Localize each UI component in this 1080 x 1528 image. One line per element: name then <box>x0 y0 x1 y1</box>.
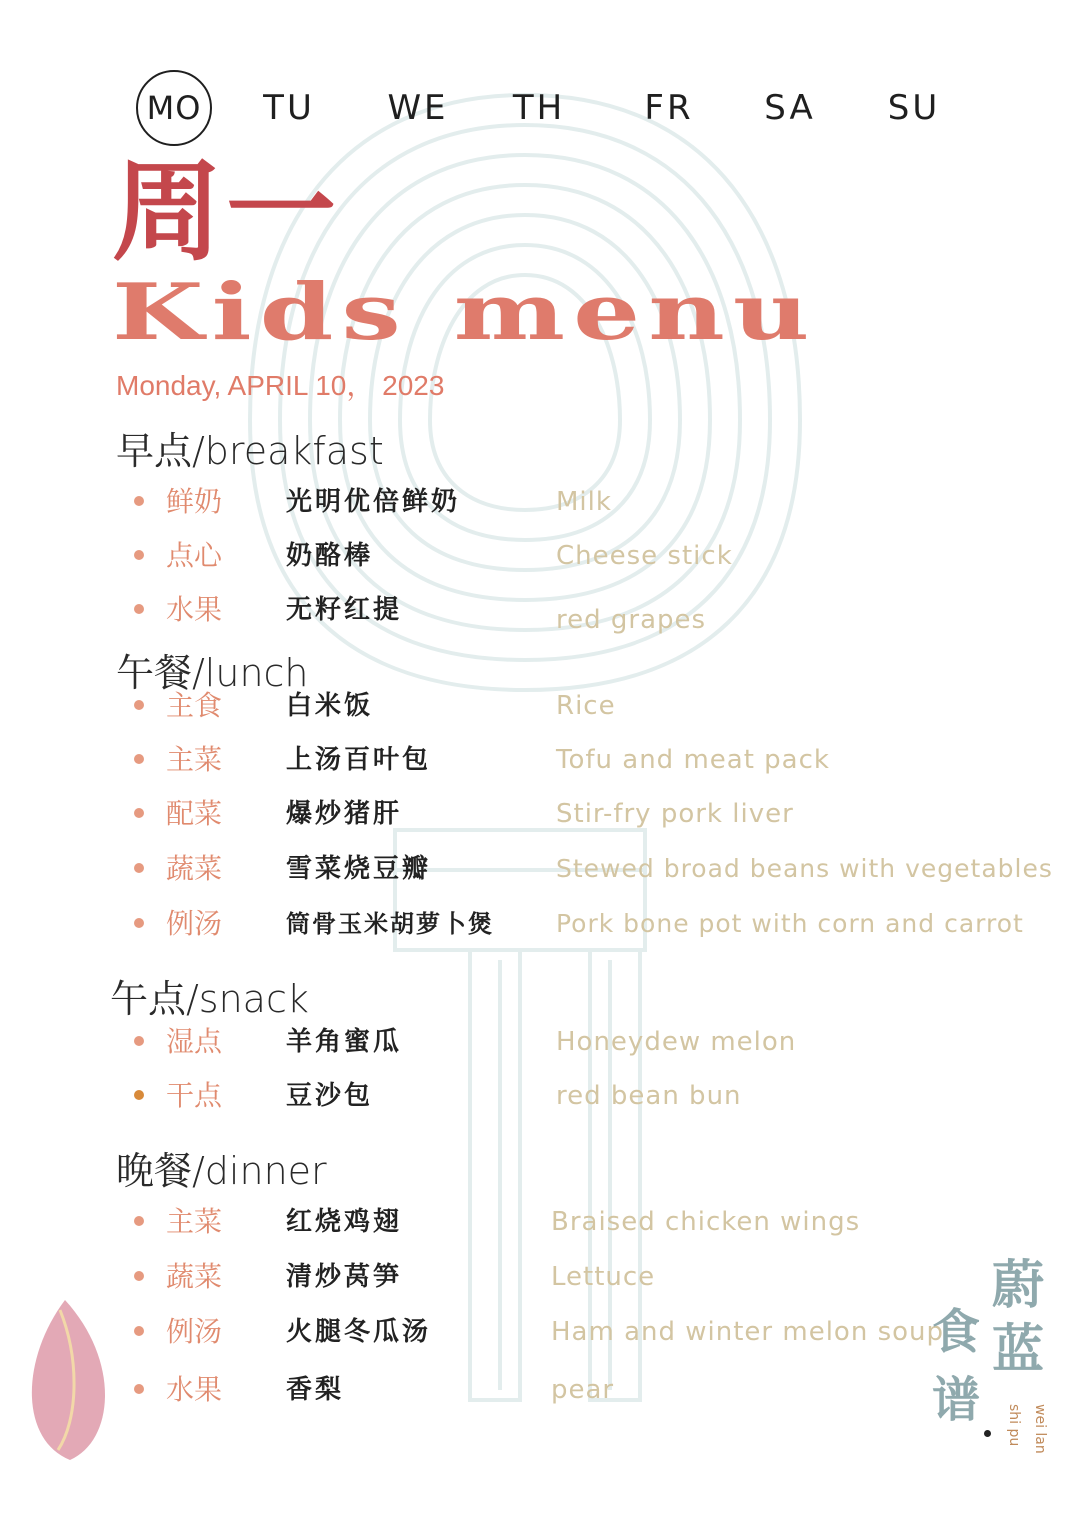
menu-category: 水果 <box>166 1373 223 1406</box>
menu-category: 例汤 <box>166 1315 223 1348</box>
logo-char: 食 <box>932 1304 981 1360</box>
menu-row <box>0 480 1080 524</box>
menu-category: 配菜 <box>166 797 223 830</box>
dish-name: 无籽红提 <box>286 595 403 625</box>
day-sa[interactable]: SA <box>764 88 816 128</box>
dish-name: 清炒莴笋 <box>286 1262 403 1292</box>
dish-english: Ham and winter melon soup <box>551 1317 944 1347</box>
dish-english: Lettuce <box>551 1262 656 1292</box>
menu-row <box>0 847 1080 891</box>
bullet-dot <box>134 808 144 818</box>
dish-name: 光明优倍鲜奶 <box>286 487 461 517</box>
weekday-bar <box>0 70 1080 146</box>
logo-dot <box>984 1430 991 1437</box>
bullet-dot <box>134 700 144 710</box>
menu-row <box>0 1255 1080 1299</box>
dish-english: Milk <box>556 487 612 517</box>
bullet-dot <box>134 918 144 928</box>
dish-name: 红烧鸡翅 <box>286 1207 403 1237</box>
day-we[interactable]: WE <box>387 88 449 128</box>
menu-category: 鲜奶 <box>166 485 223 518</box>
menu-category: 蔬菜 <box>166 1260 223 1293</box>
dish-english: pear <box>551 1375 615 1405</box>
dish-english: Honeydew melon <box>556 1027 797 1057</box>
title-chinese: 周一 <box>112 148 340 276</box>
bullet-dot <box>134 1384 144 1394</box>
day-mo[interactable]: MO <box>136 70 212 146</box>
dish-english: Tofu and meat pack <box>556 745 830 775</box>
bullet-dot <box>134 604 144 614</box>
bullet-dot <box>134 1090 144 1100</box>
bullet-dot <box>134 550 144 560</box>
dish-name: 爆炒猪肝 <box>286 799 403 829</box>
day-fr[interactable]: FR <box>644 88 694 128</box>
day-su[interactable]: SU <box>887 88 941 128</box>
menu-row <box>0 1368 1080 1412</box>
dish-english: Stir-fry pork liver <box>556 799 794 829</box>
dish-english: Stewed broad beans with vegetables <box>556 854 1053 883</box>
bullet-dot <box>134 1036 144 1046</box>
dish-english: red grapes <box>556 605 707 635</box>
dish-name: 奶酪棒 <box>286 541 374 571</box>
menu-row <box>0 902 1080 946</box>
bullet-dot <box>134 754 144 764</box>
menu-row <box>0 1200 1080 1244</box>
bullet-dot <box>134 1216 144 1226</box>
dish-english: red bean bun <box>556 1081 742 1111</box>
bullet-dot <box>134 496 144 506</box>
menu-row <box>0 534 1080 578</box>
dish-name: 火腿冬瓜汤 <box>286 1317 432 1347</box>
menu-category: 主菜 <box>166 743 223 776</box>
menu-row <box>0 684 1080 728</box>
menu-category: 主菜 <box>166 1205 223 1238</box>
bullet-dot <box>134 863 144 873</box>
logo-pinyin: wei lan <box>1032 1404 1048 1454</box>
menu-row <box>0 792 1080 836</box>
title-english: Kids menu <box>112 267 818 358</box>
menu-row <box>0 738 1080 782</box>
section-dinner-heading: 晚餐/dinner <box>116 1149 327 1193</box>
dish-english: Pork bone pot with corn and carrot <box>556 909 1024 938</box>
menu-category: 主食 <box>166 689 223 722</box>
menu-date: Monday, APRIL 10， 2023 <box>116 370 445 401</box>
logo-char: 谱 <box>932 1372 981 1428</box>
dish-name: 豆沙包 <box>286 1081 374 1111</box>
section-breakfast-heading: 早点/breakfast <box>116 429 384 473</box>
dish-name: 上汤百叶包 <box>286 745 432 775</box>
menu-category: 蔬菜 <box>166 852 223 885</box>
brand-logo <box>930 1258 1070 1478</box>
dish-english: Braised chicken wings <box>551 1207 861 1237</box>
menu-row <box>0 1074 1080 1118</box>
menu-category: 湿点 <box>166 1025 223 1058</box>
menu-category: 例汤 <box>166 907 223 940</box>
day-th[interactable]: TH <box>512 88 566 128</box>
dish-english: Cheese stick <box>556 541 733 571</box>
dish-name: 筒骨玉米胡萝卜煲 <box>286 910 494 938</box>
logo-char: 蓝 <box>992 1320 1045 1380</box>
menu-row <box>0 1020 1080 1064</box>
logo-char: 蔚 <box>992 1256 1045 1316</box>
dish-name: 白米饭 <box>286 691 374 721</box>
menu-category: 水果 <box>166 593 223 626</box>
menu-category: 干点 <box>166 1079 223 1112</box>
day-tu[interactable]: TU <box>263 88 315 128</box>
section-lunch-heading: 午餐/lunch <box>116 651 309 695</box>
dish-name: 香梨 <box>286 1375 345 1405</box>
dish-name: 羊角蜜瓜 <box>286 1027 403 1057</box>
section-snack-heading: 午点/snack <box>110 977 309 1021</box>
menu-row <box>0 588 1080 635</box>
dish-name: 雪菜烧豆瓣 <box>286 854 432 884</box>
bullet-dot <box>134 1326 144 1336</box>
bullet-dot <box>134 1271 144 1281</box>
logo-pinyin: shi pu <box>1006 1404 1022 1447</box>
dish-english: Rice <box>556 691 616 721</box>
menu-row <box>0 1310 1080 1354</box>
menu-category: 点心 <box>166 539 223 572</box>
